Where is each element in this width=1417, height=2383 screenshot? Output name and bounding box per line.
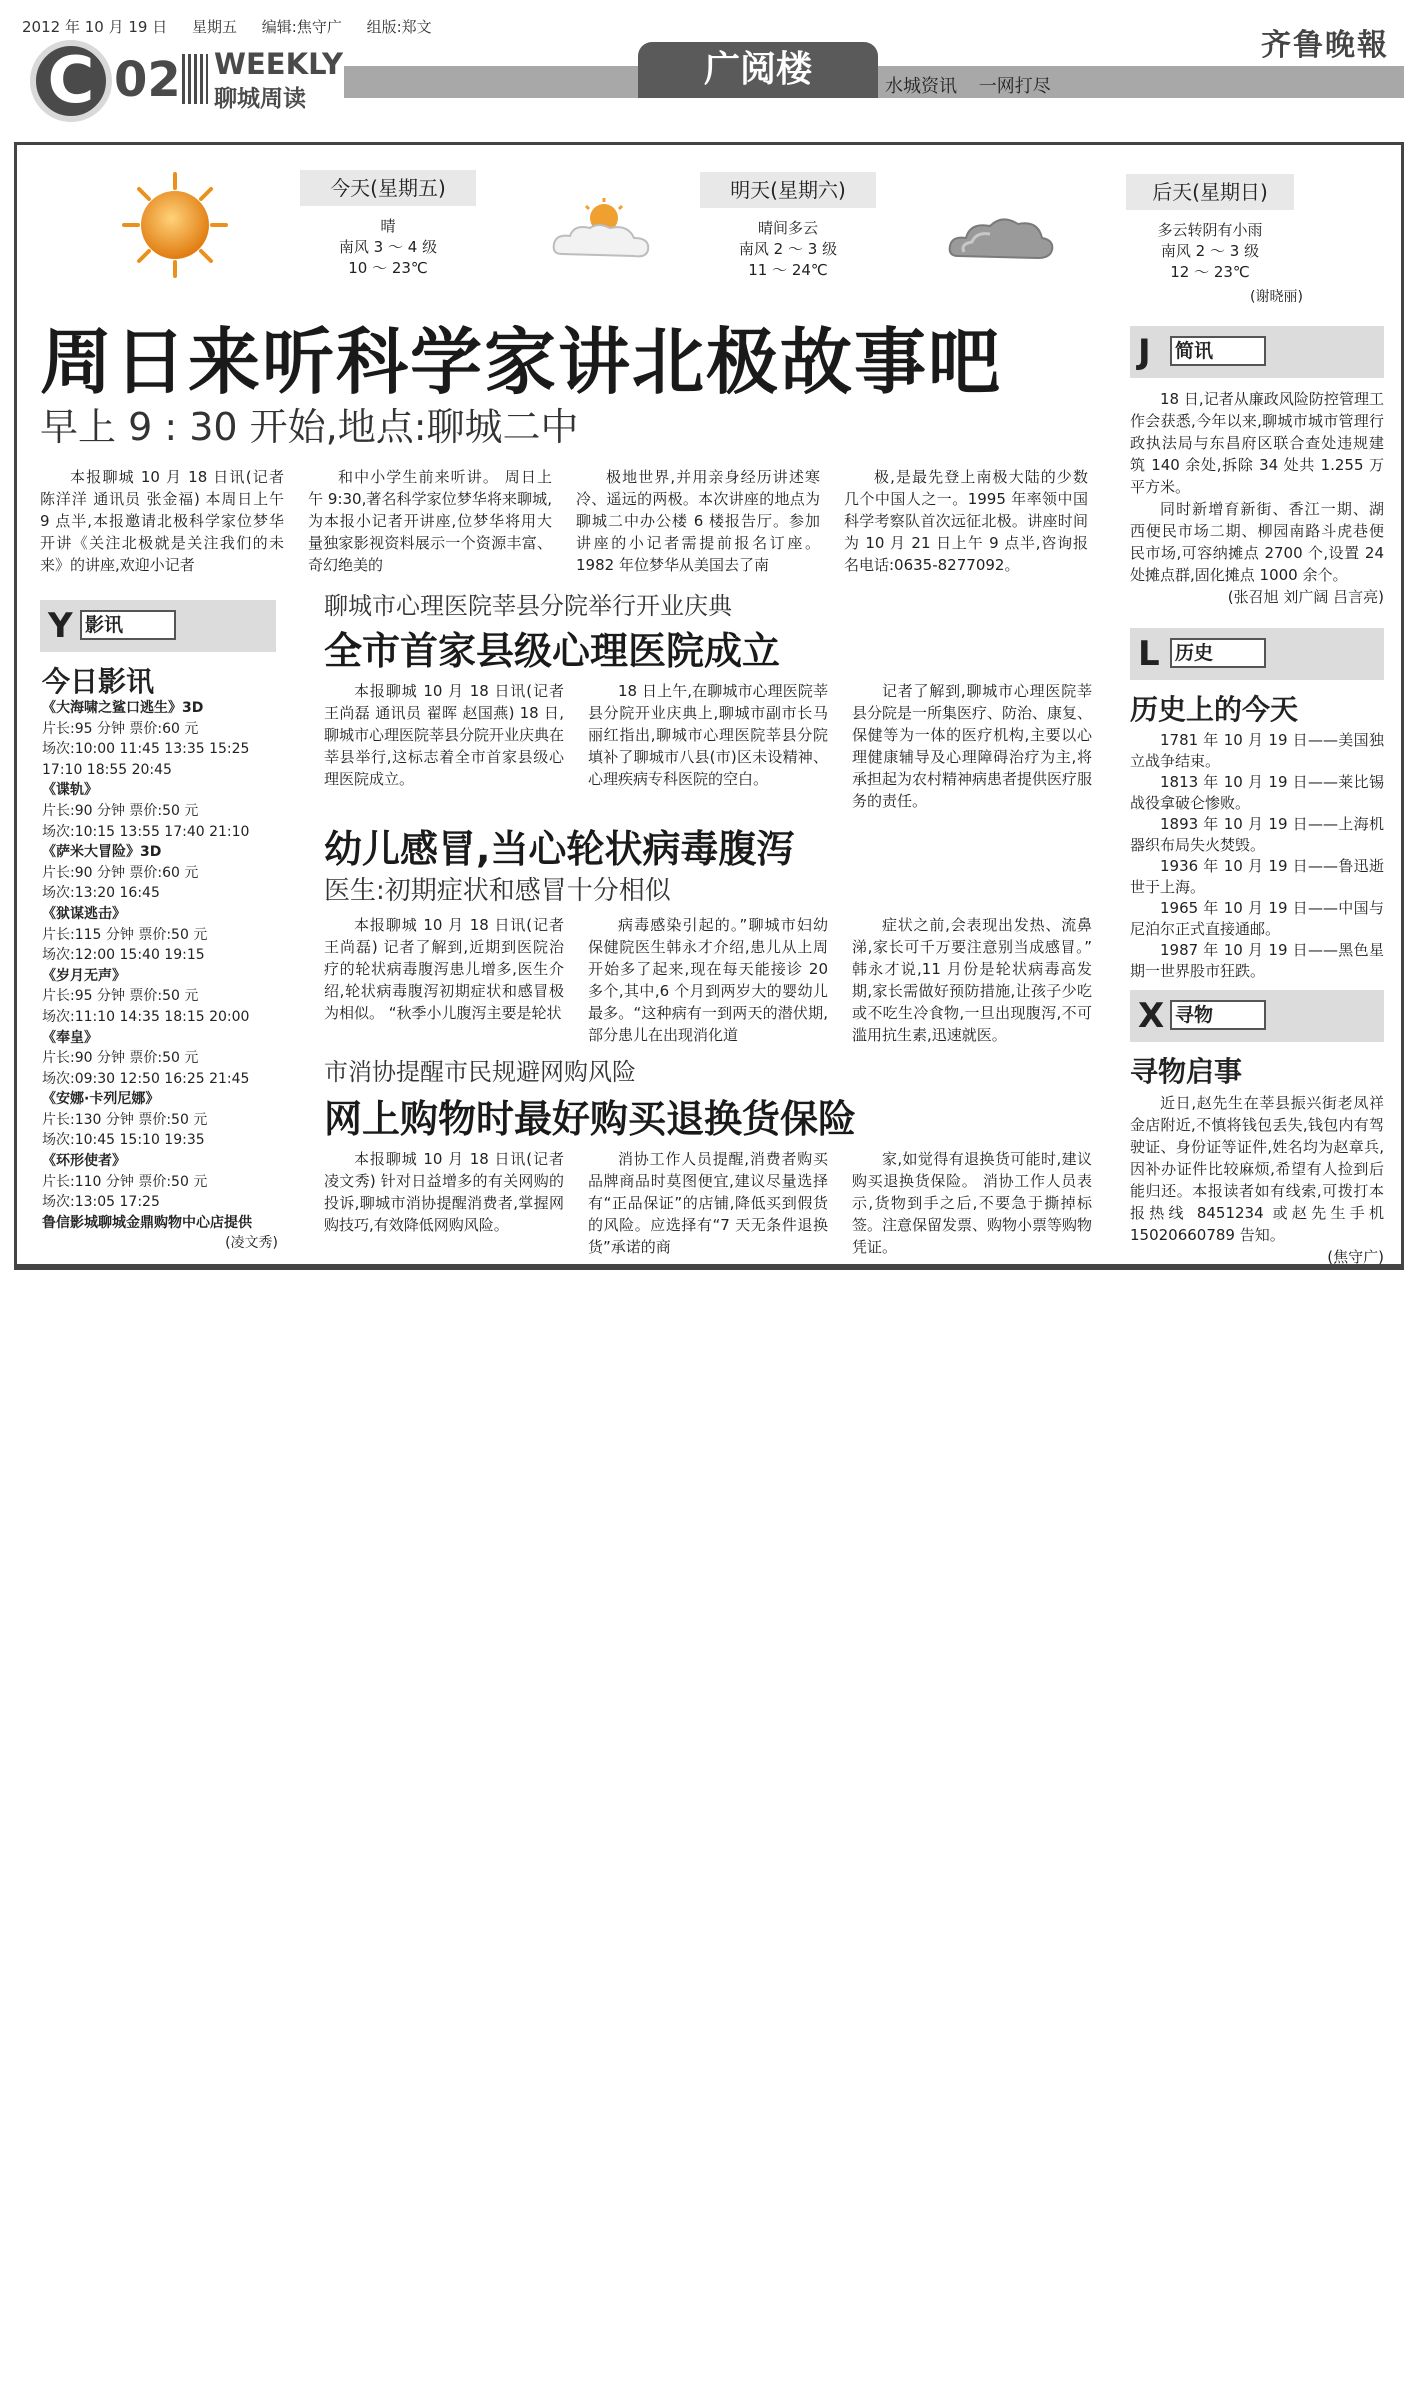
list-item: 场次:10:45 15:10 19:35	[42, 1132, 205, 1149]
article2-col-2: 18 日上午,在聊城市心理医院莘县分院开业庆典上,聊城市副市长马丽红指出,聊城市心理医院莘县分院填补了聊城市八县(市)区未设精神、心理疾病专科医院的空白。	[588, 682, 828, 788]
section-tagline	[885, 72, 1067, 98]
list-item: 《大海啸之鲨口逃生》3D	[42, 700, 204, 716]
article3-deck: 医生:初期症状和感冒十分相似	[324, 876, 671, 906]
lost-title: 寻物启事	[1130, 1055, 1243, 1088]
list-item: 1893 年 10 月 19 日——上海机器织布局失火焚毁。	[1130, 815, 1384, 854]
history-letter: L	[1138, 634, 1160, 674]
main-headline: 周日来听科学家讲北极故事吧	[40, 320, 1003, 404]
list-item: 1813 年 10 月 19 日——莱比锡战役拿破仑惨败。	[1130, 773, 1384, 812]
brief-text	[1130, 388, 1384, 608]
list-item: 片长:95 分钟 票价:60 元	[42, 720, 199, 737]
article4-col-2: 消协工作人员提醒,消费者购买品牌商品时莫图便宜,建议尽量选择有“正品保证”的店铺,降低买到假货的风险。应选择有“7 天无条件退换货”承诺的商	[588, 1150, 828, 1256]
list-item: 片长:90 分钟 票价:50 元	[42, 802, 199, 819]
weekly-en-title: WEEKLY	[214, 47, 344, 81]
main-article-col-1: 本报聊城 10 月 18 日讯(记者 陈洋洋 通讯员 张金福) 本周日上午 9 点半,本报邀请北极科学家位梦华开讲《关注北极就是关注我们的未来》的讲座,欢迎小记者	[40, 468, 284, 574]
brief-credit: (张召旭 刘广阔 吕言亮)	[1227, 588, 1384, 606]
list-item: 片长:110 分钟 票价:50 元	[42, 1173, 208, 1190]
list-item: 《萨米大冒险》3D	[42, 844, 162, 861]
list-item: 《环形使者》	[42, 1153, 126, 1170]
movie-list	[42, 698, 278, 1254]
lost-credit: (焦守广)	[1327, 1248, 1384, 1266]
tagline-2: 一网打尽	[978, 76, 1051, 97]
weather-credit: (谢晓丽)	[1250, 289, 1303, 305]
weather-tomorrow-label: 明天(星期六)	[700, 172, 876, 208]
brief-letter: J	[1138, 332, 1151, 372]
dateline	[22, 16, 452, 37]
list-item: 《岁月无声》	[42, 967, 126, 984]
lost-text	[1130, 1092, 1384, 1268]
weather-dayafter-wind: 南风 2 ～ 3 级	[1160, 242, 1260, 260]
article2-kicker: 聊城市心理医院莘县分院举行开业庆典	[324, 592, 732, 620]
section-letter-logo: C	[30, 40, 112, 122]
newspaper-logo: 齐鲁晚報	[1261, 28, 1389, 63]
weather-tomorrow-wind: 南风 2 ～ 3 级	[738, 240, 838, 258]
article2-headline: 全市首家县级心理医院成立	[324, 629, 781, 673]
lost-header	[1130, 990, 1384, 1042]
brief-tag: 简讯	[1170, 336, 1266, 366]
partly-cloudy-icon	[548, 196, 658, 266]
date: 2012 年 10 月 19 日	[22, 18, 168, 36]
list-item: 1965 年 10 月 19 日——中国与尼泊尔正式直接通邮。	[1130, 899, 1384, 938]
weather-today-details	[300, 216, 476, 279]
cinema-letter: Y	[48, 606, 73, 646]
sun-icon	[120, 170, 230, 280]
weekday: 星期五	[191, 18, 237, 36]
main-article-col-2: 和中小学生前来听讲。 周日上午 9:30,著名科学家位梦华将来聊城,为本报小记者开讲座,位梦华将用大量独家影视资料展示一个资源丰富、奇幻绝美的	[308, 468, 552, 574]
list-item: 片长:115 分钟 票价:50 元	[42, 926, 208, 943]
article3-col-3: 症状之前,会表现出发热、流鼻涕,家长可千万要注意别当成感冒。” 韩永才说,11 月份是轮状病毒高发期,家长需做好预防措施,让孩子少吃或不吃生冷食物,一旦出现腹泻,不可滥用抗生素,迅速就医。	[852, 916, 1092, 1044]
brief-paragraph: 18 日,记者从廉政风险防控管理工作会获悉,今年以来,聊城市城市管理行政执法局与东昌府区联合查处违规建筑 140 余处,拆除 34 处共 1.255 万平方米。	[1130, 390, 1384, 496]
weather-dayafter-temp: 12 ～ 23℃	[1170, 263, 1250, 281]
section-name-tab: 广阅楼	[638, 42, 878, 98]
list-item: 片长:130 分钟 票价:50 元	[42, 1111, 208, 1128]
cinema-header	[40, 600, 276, 652]
brief-paragraph: 同时新增育新街、香江一期、湖西便民市场二期、柳园南路斗虎巷便民市场,可容纳摊点 2700 个,设置 24 处摊点群,固化摊点 1000 余个。	[1130, 500, 1384, 584]
list-item: 片长:90 分钟 票价:60 元	[42, 864, 199, 881]
history-title: 历史上的今天	[1130, 693, 1299, 726]
cinema-title: 今日影讯	[42, 665, 155, 698]
list-item: 场次:10:15 13:55 17:40 21:10	[42, 823, 250, 840]
history-tag: 历史	[1170, 638, 1266, 668]
lost-tag: 寻物	[1170, 1000, 1266, 1030]
list-item: 《奉皇》	[42, 1029, 98, 1046]
article2-col-3: 记者了解到,聊城市心理医院莘县分院是一所集医疗、防治、康复、保健等为一体的医疗机构,主要以心理健康辅导及心理障碍治疗为主,将承担起为农村精神病患者提供医疗服务的责任。	[852, 682, 1093, 810]
list-item: 场次:13:05 17:25	[42, 1194, 160, 1211]
tagline-1: 水城资讯	[885, 76, 957, 97]
weather-today-wind: 南风 3 ～ 4 级	[338, 238, 438, 256]
list-item: 片长:95 分钟 票价:50 元	[42, 988, 199, 1005]
weather-dayafter-label: 后天(星期日)	[1126, 174, 1294, 210]
main-article-col-4: 极,是最先登上南极大陆的少数几个中国人之一。1995 年率领中国科学考察队首次远征北极。讲座时间为 10 月 21 日上午 9 点半,咨询报名电话:0635-8277092。	[844, 468, 1088, 574]
weather-dayafter-details	[1112, 220, 1308, 283]
weather-tomorrow-condition: 晴间多云	[757, 219, 818, 237]
article2-col-1: 本报聊城 10 月 18 日讯(记者 王尚磊 通讯员 翟晖 赵国燕) 18 日,聊城市心理医院莘县分院开业庆典在莘县举行,这标志着全市首家县级心理医院成立。	[324, 682, 565, 788]
list-item: 场次:12:00 15:40 19:15	[42, 947, 205, 964]
weather-tomorrow-temp: 11 ～ 24℃	[748, 261, 828, 279]
weekly-cn-title: 聊城周读	[214, 86, 306, 112]
weather-tomorrow-details	[700, 218, 876, 281]
history-list	[1130, 730, 1384, 982]
weather-today-condition: 晴	[380, 217, 396, 235]
article4-kicker: 市消协提醒市民规避网购风险	[324, 1058, 636, 1086]
list-item: 1987 年 10 月 19 日——黑色星期一世界股市狂跌。	[1130, 941, 1384, 980]
main-article-col-3: 极地世界,并用亲身经历讲述寒冷、遥远的两极。本次讲座的地点为聊城二中办公楼 6 楼报告厅。参加讲座的小记者需提前报名订座。 1982 年位梦华从美国去了南	[576, 468, 820, 574]
lost-letter: X	[1138, 996, 1165, 1036]
main-subhead: 早上 9 : 30 开始,地点:聊城二中	[40, 405, 579, 449]
list-item: 场次:09:30 12:50 16:25 21:45	[42, 1070, 250, 1087]
cinema-source: 鲁信影城聊城金鼎购物中心店提供	[42, 1214, 252, 1231]
page-number: 02	[114, 52, 181, 108]
lost-paragraph: 近日,赵先生在莘县振兴街老凤祥金店附近,不慎将钱包丢失,钱包内有驾驶证、身份证等证件,姓名均为赵章兵,因补办证件比较麻烦,希望有人捡到后能归还。本报读者如有线索,可拨打本报热线 8451234 或赵先生手机 15020660789 告知。	[1130, 1094, 1384, 1244]
list-item: 场次:10:00 11:45 13:35 15:25 17:10 18:55 20:45	[42, 741, 250, 778]
cinema-tag: 影讯	[80, 610, 176, 640]
list-item: 《安娜·卡列尼娜》	[42, 1091, 160, 1108]
article4-col-3: 家,如觉得有退换货可能时,建议购买退换货保险。 消协工作人员表示,货物到手之后,不要急于撕掉标签。注意保留发票、购物小票等购物凭证。	[852, 1150, 1093, 1256]
list-item: 1781 年 10 月 19 日——美国独立战争结束。	[1130, 731, 1384, 770]
brief-header	[1130, 326, 1384, 378]
list-item: 场次:11:10 14:35 18:15 20:00	[42, 1008, 250, 1025]
layout-credit: 组版:郑文	[366, 18, 432, 36]
cinema-credit: (凌文秀)	[225, 1235, 278, 1252]
history-header	[1130, 628, 1384, 680]
list-item: 场次:13:20 16:45	[42, 885, 160, 902]
barcode-decoration	[182, 54, 208, 104]
article4-col-1: 本报聊城 10 月 18 日讯(记者 凌文秀) 针对日益增多的有关网购的投诉,聊城市消协提醒消费者,掌握网购技巧,有效降低网购风险。	[324, 1150, 564, 1234]
list-item: 《谍轨》	[42, 782, 98, 799]
weather-dayafter-condition: 多云转阴有小雨	[1157, 221, 1263, 239]
article3-col-1: 本报聊城 10 月 18 日讯(记者 王尚磊) 记者了解到,近期到医院治疗的轮状病毒腹泻患儿增多,医生介绍,轮状病毒腹泻初期症状和感冒极为相似。 “秋季小儿腹泻主要是轮状	[324, 916, 564, 1022]
article3-headline: 幼儿感冒,当心轮状病毒腹泻	[324, 827, 795, 871]
article4-headline: 网上购物时最好购买退换货保险	[324, 1097, 857, 1141]
list-item: 《狱谋逃击》	[42, 905, 126, 922]
weather-today-label: 今天(星期五)	[300, 170, 476, 206]
cloudy-icon	[946, 204, 1056, 264]
list-item: 片长:90 分钟 票价:50 元	[42, 1050, 199, 1067]
editor: 编辑:焦守广	[261, 18, 342, 36]
weather-today-temp: 10 ～ 23℃	[348, 259, 428, 277]
article3-col-2: 病毒感染引起的。”聊城市妇幼保健院医生韩永才介绍,患儿从上周开始多了起来,现在每天能接诊 20 多个,其中,6 个月到两岁大的婴幼儿最多。“这种病有一到两天的潜伏期,部分患儿在出现消化道	[588, 916, 828, 1044]
list-item: 1936 年 10 月 19 日——鲁迅逝世于上海。	[1130, 857, 1384, 896]
